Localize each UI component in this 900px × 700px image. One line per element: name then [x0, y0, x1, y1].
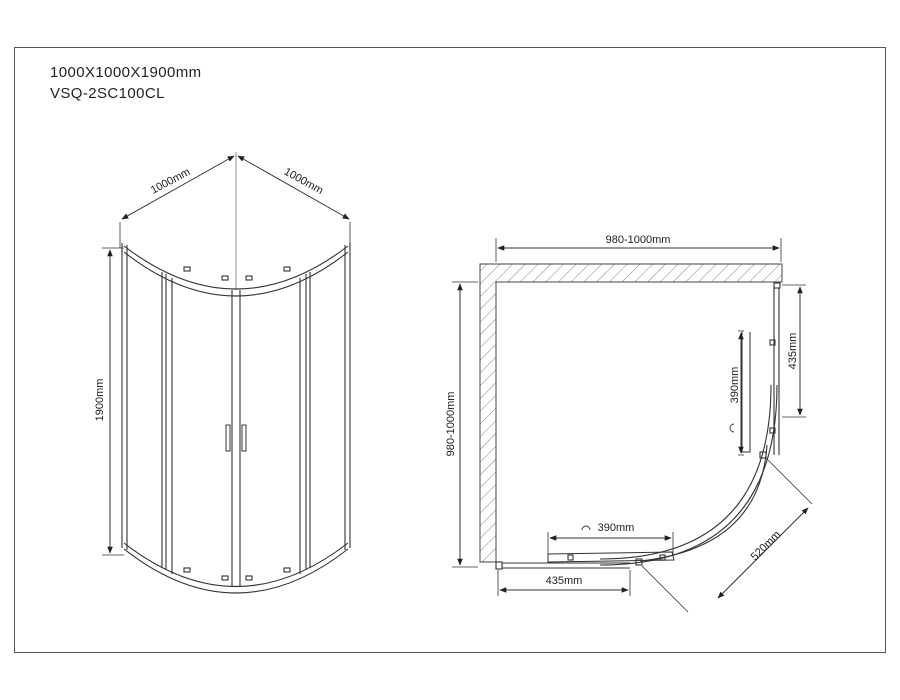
elevation-width-dimensions — [120, 152, 350, 290]
elevation-width-left-label: 1000mm — [148, 166, 193, 197]
elevation-width-right-label: 1000mm — [281, 165, 326, 197]
door-handle-left-icon — [226, 425, 230, 451]
door-handle-right-icon — [242, 425, 246, 451]
dim-520-diagonal-label: 520mm — [748, 528, 784, 564]
dim-390-bottom — [548, 532, 673, 555]
wall-hatching — [480, 264, 782, 562]
dim-390-bottom-label: 390mm — [597, 522, 635, 534]
dimensions-title: 1000X1000X1900mm — [50, 64, 202, 81]
arc-symbol-right-icon — [730, 424, 734, 432]
dim-390-right-label: 390mm — [729, 366, 741, 404]
model-number: VSQ-2SC100CL — [50, 85, 165, 102]
plan-view — [445, 234, 812, 612]
plan-depth-label: 980-1000mm — [445, 391, 457, 457]
plan-width-label: 980-1000mm — [605, 234, 671, 246]
elevation-height-label: 1900mm — [94, 378, 106, 422]
shower-enclosure-elevation — [122, 243, 350, 593]
arc-symbol-bottom-icon — [582, 526, 590, 530]
dim-435-right-label: 435mm — [787, 332, 799, 370]
dim-520-diagonal — [642, 458, 812, 612]
dim-435-bottom-label: 435mm — [545, 575, 583, 587]
shower-enclosure-plan — [496, 283, 780, 569]
elevation-view — [94, 152, 350, 593]
